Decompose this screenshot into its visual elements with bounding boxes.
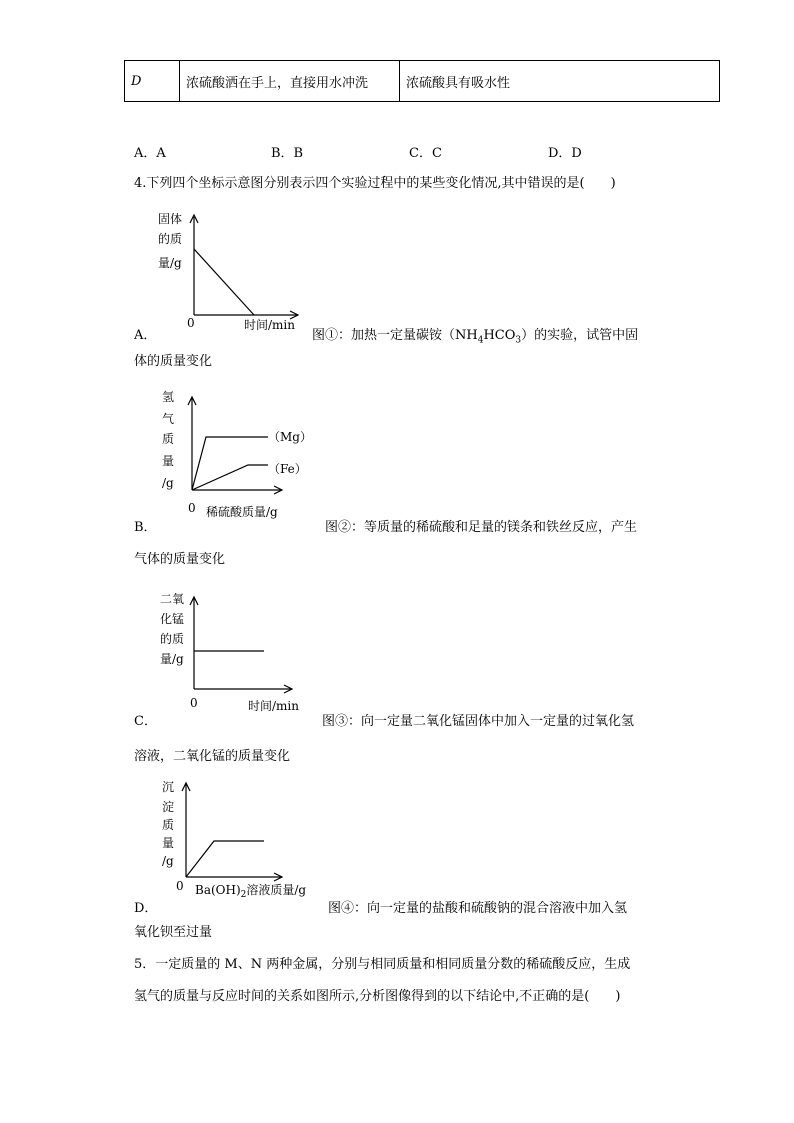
graph-d-data-line [186,841,264,877]
q4-stem: 4.下列四个坐标示意图分别表示四个实验过程中的某些变化情况,其中错误的是( ) [134,176,616,191]
graph-d-ylabel-2: 淀 [162,800,175,814]
graph-b [150,385,320,525]
q4-option-c-desc: 图③：向一定量二氧化锰固体中加入一定量的过氧化氢 [322,714,635,729]
graph-b-label-mg: （Mg） [268,430,312,444]
q4-option-b-desc: 图②：等质量的稀硫酸和足量的镁条和铁丝反应，产生 [325,520,638,535]
q4-option-a-desc: 图①：加热一定量碳铵$(NH_4HCO_3)$的实验，试管中固 [312,328,639,346]
graph-a-data-line [194,249,254,315]
graph-d-xlabel: $Ba(OH)_2$溶液质量/g [195,883,307,900]
q3-option-b[interactable]: B．B [271,146,304,161]
graph-b-label-fe: （Fe） [268,462,307,476]
graph-d [150,775,325,900]
graph-c-ylabel-3: 的质 [160,632,185,646]
table-row [125,61,720,102]
graph-c [150,585,310,715]
graph-b-ylabel-4: 量 [162,454,175,468]
q4-option-d-label[interactable]: D． [134,901,158,916]
graph-b-origin: 0 [188,501,196,515]
q4-option-a-label[interactable]: A． [134,328,157,343]
q4-option-b-label[interactable]: B． [134,520,157,535]
q4-option-d-desc: 图④：向一定量的盐酸和硫酸钠的混合溶液中加入氢 [328,901,628,916]
graph-a-ylabel-2: 的质 [158,232,183,246]
table-cell-label: D [125,61,180,102]
graph-c-ylabel-4: 量/g [160,652,184,666]
graph-c-ylabel-1: 二氧 [160,592,185,606]
q3-option-c[interactable]: C．C [409,146,442,161]
q4-option-c-label[interactable]: C． [134,714,157,729]
graph-b-series-fe [192,465,268,490]
table-cell-operation: 浓硫酸洒在手上，直接用水冲洗 [180,61,400,102]
graph-b-ylabel-1: 氢 [162,390,175,404]
q5-stem-line2: 氢气的质量与反应时间的关系如图所示,分析图像得到的以下结论中,不正确的是( ) [134,989,621,1004]
graph-b-xlabel: 稀硫酸质量/g [206,505,278,519]
graph-d-ylabel-3: 质 [162,818,175,832]
graph-c-xlabel: 时间/min [248,699,299,713]
option-table [124,60,720,102]
graph-d-ylabel-5: /g [162,854,174,868]
graph-c-origin: 0 [190,696,198,710]
graph-b-ylabel-3: 质 [162,432,175,446]
q3-option-a[interactable]: A．A [134,146,166,161]
graph-a-ylabel-1: 固体 [158,212,183,226]
q4-option-a-desc-2: 体的质量变化 [134,354,213,369]
q4-option-d-desc-2: 氧化钡至过量 [134,925,213,940]
graph-a [150,205,310,335]
graph-a-origin: 0 [187,316,195,330]
graph-a-ylabel-3: 量/g [158,256,182,270]
graph-a-xlabel: 时间/min [244,318,295,332]
graph-b-ylabel-2: 气 [162,412,175,426]
table-cell-reason: 浓硫酸具有吸水性 [400,61,720,102]
graph-b-series-mg [192,437,268,490]
q4-option-c-desc-2: 溶液，二氧化锰的质量变化 [134,749,291,764]
q4-option-b-desc-2: 气体的质量变化 [134,552,226,567]
graph-c-ylabel-2: 化锰 [160,612,185,626]
graph-d-origin: 0 [176,879,184,893]
q3-option-d[interactable]: D．D [548,146,582,161]
q5-stem-line1: 5．一定质量的 M、N 两种金属，分别与相同质量和相同质量分数的稀硫酸反应，生成 [134,957,631,972]
graph-d-ylabel-1: 沉 [162,780,175,794]
graph-b-ylabel-5: /g [162,476,174,490]
graph-d-ylabel-4: 量 [162,836,175,850]
